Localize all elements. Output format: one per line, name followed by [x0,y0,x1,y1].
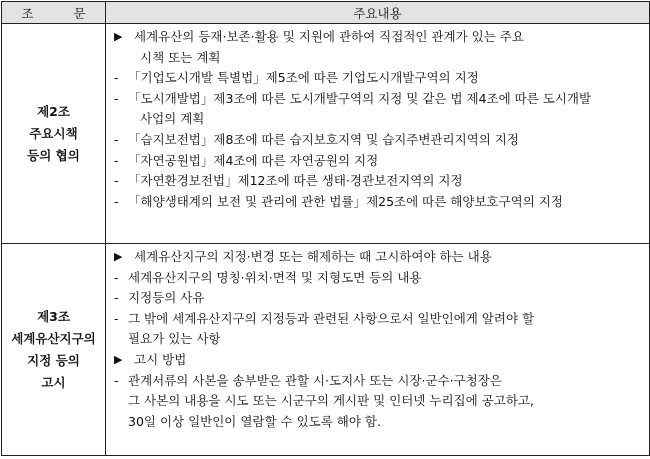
item-text: 「자연공원법」제4조에 따른 자연공원의 지정 [128,152,379,168]
list-item [114,268,643,289]
item-text: 고시 방법 [134,351,187,367]
item-continuation: 사업의 계획 [140,111,205,127]
dash-bullet: - [114,131,119,147]
list-item [114,89,643,110]
list-item [114,27,643,48]
item-continuation: 필요가 있는 사항 [128,331,221,347]
article-title-line: 고시 [41,374,66,390]
item-text: 세계유산의 등재·보존·활용 및 지원에 관하여 직접적인 관계가 있는 주요 [134,29,524,44]
dash-bullet: - [114,310,119,326]
table-row [2,244,650,456]
article-number: 제3조 [37,308,70,324]
dash-bullet: - [114,269,119,285]
triangle-bullet-icon: ▶ [114,250,123,263]
list-item [114,350,643,371]
document-table [1,1,650,456]
list-item [114,288,643,309]
dash-bullet: - [114,290,119,306]
list-item [114,171,643,192]
list-item [114,68,643,89]
article-number: 제2조 [37,103,70,119]
article-cell [2,244,106,456]
dash-bullet: - [114,90,119,106]
list-item [114,247,643,268]
dash-bullet: - [114,372,119,388]
dash-bullet: - [114,193,119,209]
item-continuation: 그 사본의 내용을 시도 또는 시군구의 게시판 및 인터넷 누리집에 공고하고, [128,393,534,409]
article-cell [2,24,106,244]
dash-bullet: - [114,70,119,86]
dash-bullet: - [114,173,119,189]
header-content: 주요내용 [106,2,650,24]
item-text: 그 밖에 세계유산지구의 지정등과 관련된 사항으로서 일반인에게 알려야 할 [128,310,535,326]
list-item [114,192,643,213]
list-item [114,309,643,330]
item-text: 관계서류의 사본을 송부받은 관할 시·도지사 또는 시장·군수·구청장은 [128,372,502,388]
item-text: 「습지보전법」제8조에 따른 습지보호지역 및 습지주변관리지역의 지정 [128,131,519,147]
item-continuation: 30일 이상 일반인이 열람할 수 있도록 해야 함. [128,413,381,429]
triangle-bullet-icon: ▶ [114,352,123,366]
header-article: 조 문 [2,2,106,24]
item-continuation: 시책 또는 계획 [140,49,221,65]
item-text: 「자연환경보전법」제12조에 따른 생태·경관보전지역의 지정 [128,173,463,189]
list-item [114,130,643,151]
item-text: 세계유산지구의 지정·변경 또는 해제하는 때 고시하여야 하는 내용 [134,249,492,264]
item-text: 「기업도시개발 특별법」제5조에 따른 기업도시개발구역의 지정 [128,70,479,86]
dash-bullet: - [114,152,119,168]
article-title-line: 지정 등의 [27,352,80,368]
table-row [2,24,650,244]
article-title-line: 세계유산지구의 [11,330,96,346]
item-text: 「도시개발법」제3조에 따른 도시개발구역의 지정 및 같은 법 제4조에 따른 도시개발 [128,90,592,106]
triangle-bullet-icon: ▶ [114,30,123,43]
item-text: 지정등의 사유 [128,290,205,306]
list-item [114,151,643,172]
article-title-line: 등의 협의 [27,147,80,163]
list-item [114,371,643,392]
content-cell [106,244,650,456]
article-title-line: 주요시책 [29,125,78,141]
content-cell [106,24,650,244]
header-row [2,2,650,24]
item-text: 세계유산지구의 명칭·위치·면적 및 지형도면 등의 내용 [128,269,422,285]
item-text: 「해양생태계의 보전 및 관리에 관한 법률」제25조에 따른 해양보호구역의 지정 [128,193,563,209]
